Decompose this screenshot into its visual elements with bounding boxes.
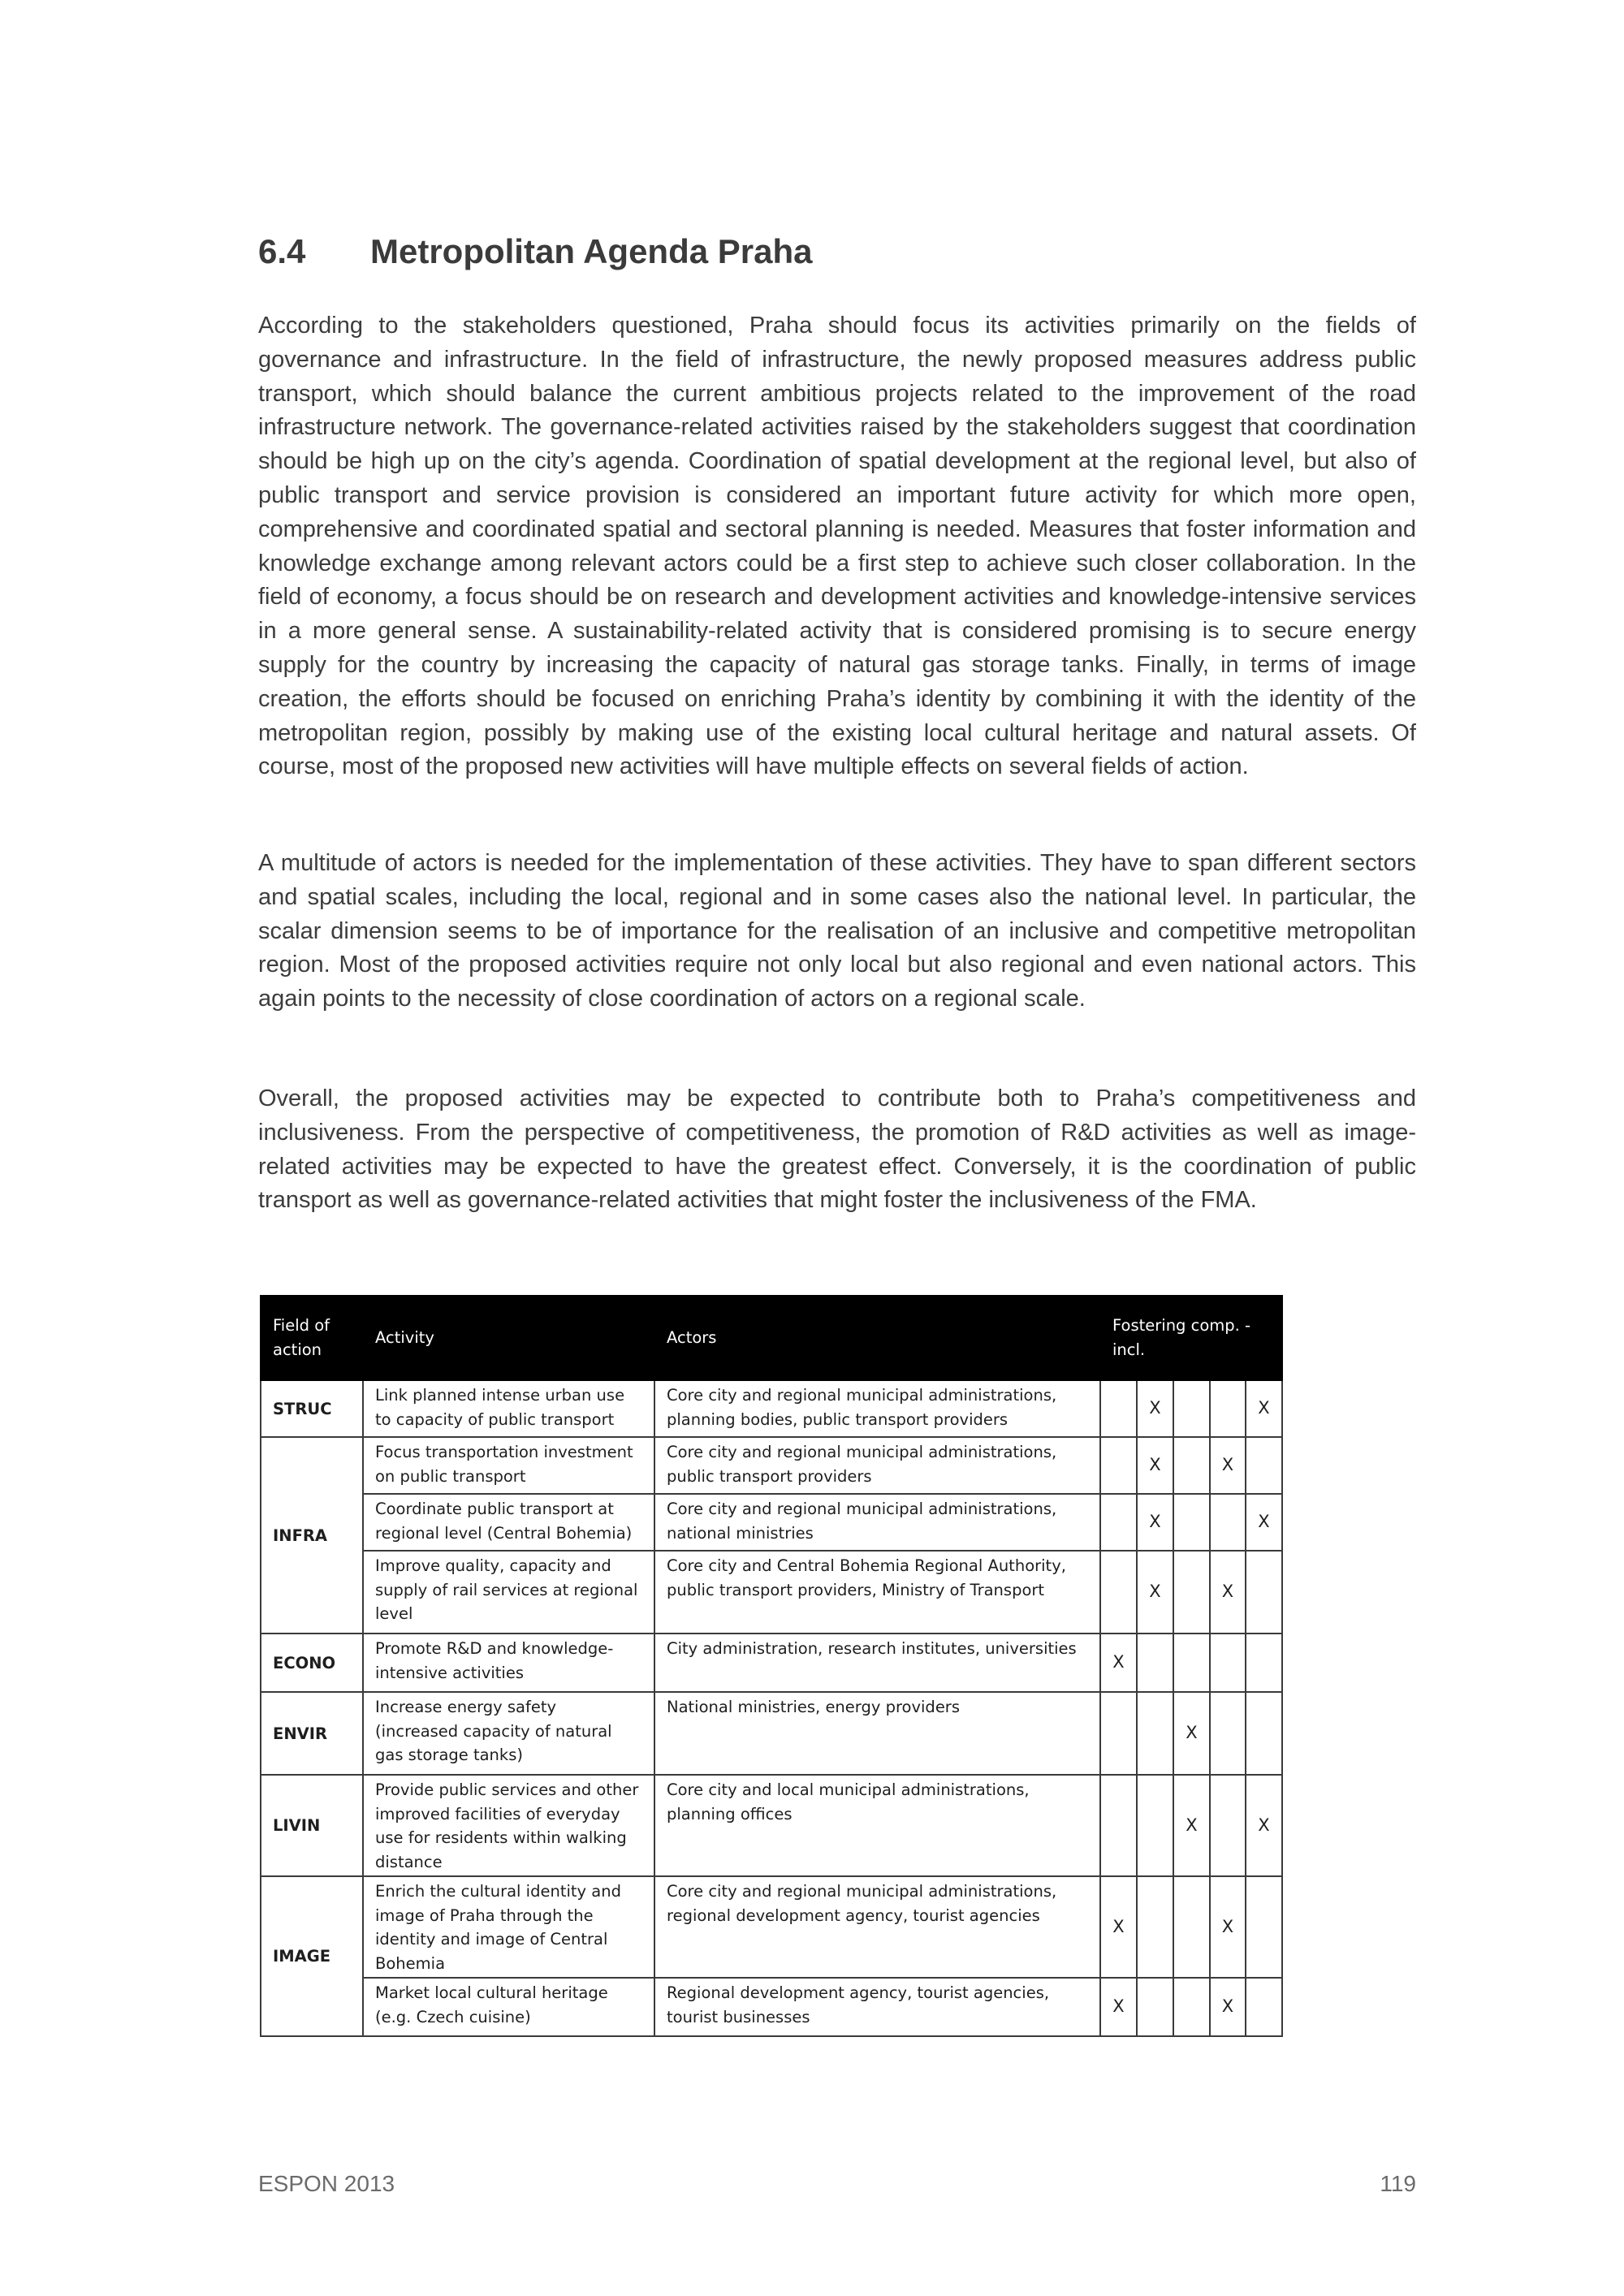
mark-cell bbox=[1246, 1978, 1282, 2036]
paragraph-3: Overall, the proposed activities may be expected to contribute both to Praha’s competitiveness and inclusiveness. From the perspective of competitiveness, the promotion of R&D activities as well as image-related activities may be expected to have the greatest effect. Conversely, it is the coordination of public transport as well as governance-related activities that might foster the inclusiveness of the FMA. bbox=[258, 1085, 1416, 1214]
field-cell: ECONO bbox=[261, 1634, 363, 1692]
mark-cell bbox=[1137, 1634, 1173, 1692]
table-row bbox=[261, 1380, 1282, 1437]
activity-cell: Coordinate public transport at regional level (Central Bohemia) bbox=[363, 1494, 654, 1551]
table-row bbox=[261, 1775, 1282, 1876]
field-cell: INFRA bbox=[261, 1437, 363, 1634]
mark-cell: X bbox=[1137, 1380, 1173, 1437]
mark-cell: X bbox=[1137, 1494, 1173, 1551]
mark-cell bbox=[1210, 1494, 1246, 1551]
mark-cell: X bbox=[1210, 1551, 1246, 1634]
page-number: 119 bbox=[1380, 2171, 1416, 2196]
actors-cell: Core city and regional municipal administrations, regional development agency, tourist agencies bbox=[654, 1876, 1100, 1978]
mark-cell bbox=[1246, 1634, 1282, 1692]
mark-cell bbox=[1210, 1692, 1246, 1775]
field-cell: IMAGE bbox=[261, 1876, 363, 2036]
activity-cell: Provide public services and other improved facilities of everyday use for residents within walking distance bbox=[363, 1775, 654, 1876]
activity-cell: Focus transportation investment on public transport bbox=[363, 1437, 654, 1494]
mark-cell: X bbox=[1137, 1437, 1173, 1494]
mark-cell bbox=[1100, 1380, 1137, 1437]
mark-cell bbox=[1210, 1634, 1246, 1692]
mark-cell bbox=[1100, 1437, 1137, 1494]
mark-cell bbox=[1210, 1775, 1246, 1876]
mark-cell bbox=[1173, 1380, 1210, 1437]
activity-cell: Market local cultural heritage (e.g. Czech cuisine) bbox=[363, 1978, 654, 2036]
activity-cell: Increase energy safety (increased capacity of natural gas storage tanks) bbox=[363, 1692, 654, 1775]
table-header-row bbox=[261, 1296, 1282, 1380]
mark-cell: X bbox=[1137, 1551, 1173, 1634]
table-row bbox=[261, 1551, 1282, 1634]
mark-cell: X bbox=[1100, 1876, 1137, 1978]
mark-cell: X bbox=[1210, 1978, 1246, 2036]
section-number: 6.4 bbox=[258, 232, 306, 270]
table-row bbox=[261, 1876, 1282, 1978]
actors-cell: Core city and regional municipal administrations, national ministries bbox=[654, 1494, 1100, 1551]
mark-cell: X bbox=[1173, 1692, 1210, 1775]
activity-cell: Link planned intense urban use to capacity of public transport bbox=[363, 1380, 654, 1437]
section-heading bbox=[258, 232, 813, 271]
mark-cell bbox=[1173, 1978, 1210, 2036]
mark-cell: X bbox=[1100, 1978, 1137, 2036]
mark-cell bbox=[1173, 1437, 1210, 1494]
mark-cell bbox=[1137, 1775, 1173, 1876]
actors-cell: City administration, research institutes, universities bbox=[654, 1634, 1100, 1692]
field-cell: LIVIN bbox=[261, 1775, 363, 1876]
mark-cell bbox=[1173, 1551, 1210, 1634]
section-title: Metropolitan Agenda Praha bbox=[370, 232, 813, 270]
mark-cell bbox=[1137, 1692, 1173, 1775]
mark-cell bbox=[1100, 1551, 1137, 1634]
paragraph-1: According to the stakeholders questioned, Praha should focus its activities primarily on the fields of governance and infrastructure. In the field of infrastructure, the newly proposed measures address public transport, which should balance the current ambitious projects related to the improvement of the road infrastructure network. The governance-related activities raised by the stakeholders suggest that coordination should be high up on the city’s agenda. Coordination of spatial development at the regional level, but also of public transport and service provision is considered an important future activity for which more open, comprehensive and coordinated spatial and sectoral planning is needed. Measures that foster information and knowledge exchange among relevant actors could be a first step to achieve such closer collaboration. In the field of economy, a focus should be on research and development activities and knowledge-intensive services in a more general sense. A sustainability-related activity that is considered promising is to secure energy supply for the country by increasing the capacity of natural gas storage tanks. Finally, in terms of image creation, the efforts should be focused on enriching Praha’s identity by combining it with the identity of the metropolitan region, possibly by making use of the existing local cultural heritage and natural assets. Of course, most of the proposed new activities will have multiple effects on several fields of action. bbox=[258, 313, 1416, 780]
mark-cell: X bbox=[1246, 1380, 1282, 1437]
mark-cell: X bbox=[1210, 1876, 1246, 1978]
mark-cell bbox=[1100, 1494, 1137, 1551]
field-cell: STRUC bbox=[261, 1380, 363, 1437]
table-row bbox=[261, 1692, 1282, 1775]
mark-cell bbox=[1246, 1876, 1282, 1978]
activity-cell: Improve quality, capacity and supply of rail services at regional level bbox=[363, 1551, 654, 1634]
field-cell: ENVIR bbox=[261, 1692, 363, 1775]
activities-table bbox=[260, 1295, 1283, 2037]
mark-cell bbox=[1173, 1876, 1210, 1978]
header-fostering: Fostering comp. - incl. bbox=[1100, 1296, 1282, 1380]
mark-cell: X bbox=[1210, 1437, 1246, 1494]
actors-cell: Core city and Central Bohemia Regional Authority, public transport providers, Ministry of Transport bbox=[654, 1551, 1100, 1634]
mark-cell: X bbox=[1100, 1634, 1137, 1692]
mark-cell bbox=[1246, 1437, 1282, 1494]
mark-cell bbox=[1137, 1978, 1173, 2036]
table-row bbox=[261, 1494, 1282, 1551]
actors-cell: Core city and local municipal administrations, planning offices bbox=[654, 1775, 1100, 1876]
mark-cell bbox=[1173, 1494, 1210, 1551]
mark-cell bbox=[1173, 1634, 1210, 1692]
actors-cell: Core city and regional municipal administrations, planning bodies, public transport providers bbox=[654, 1380, 1100, 1437]
actors-cell: National ministries, energy providers bbox=[654, 1692, 1100, 1775]
mark-cell: X bbox=[1246, 1494, 1282, 1551]
activity-cell: Promote R&D and knowledge-intensive activities bbox=[363, 1634, 654, 1692]
mark-cell bbox=[1100, 1775, 1137, 1876]
mark-cell bbox=[1246, 1692, 1282, 1775]
actors-cell: Regional development agency, tourist agencies, tourist businesses bbox=[654, 1978, 1100, 2036]
mark-cell bbox=[1137, 1876, 1173, 1978]
table-row bbox=[261, 1634, 1282, 1692]
mark-cell bbox=[1246, 1551, 1282, 1634]
mark-cell: X bbox=[1246, 1775, 1282, 1876]
header-activity: Activity bbox=[363, 1296, 654, 1380]
actors-cell: Core city and regional municipal administrations, public transport providers bbox=[654, 1437, 1100, 1494]
mark-cell: X bbox=[1173, 1775, 1210, 1876]
header-actors: Actors bbox=[654, 1296, 1100, 1380]
header-field: Field of action bbox=[261, 1296, 363, 1380]
table-row bbox=[261, 1437, 1282, 1494]
mark-cell bbox=[1100, 1692, 1137, 1775]
activity-cell: Enrich the cultural identity and image of Praha through the identity and image of Central Bohemia bbox=[363, 1876, 654, 1978]
mark-cell bbox=[1210, 1380, 1246, 1437]
footer-publisher: ESPON 2013 bbox=[258, 2171, 395, 2196]
table-row bbox=[261, 1978, 1282, 2036]
paragraph-2: A multitude of actors is needed for the implementation of these activities. They have to span different sectors and spatial scales, including the local, regional and in some cases also the national level. In particular, the scalar dimension seems to be of importance for the realisation of an inclusive and competitive metropolitan region. Most of the proposed activities require not only local but also regional and even national actors. This again points to the necessity of close coordination of actors on a regional scale. bbox=[258, 850, 1416, 1012]
